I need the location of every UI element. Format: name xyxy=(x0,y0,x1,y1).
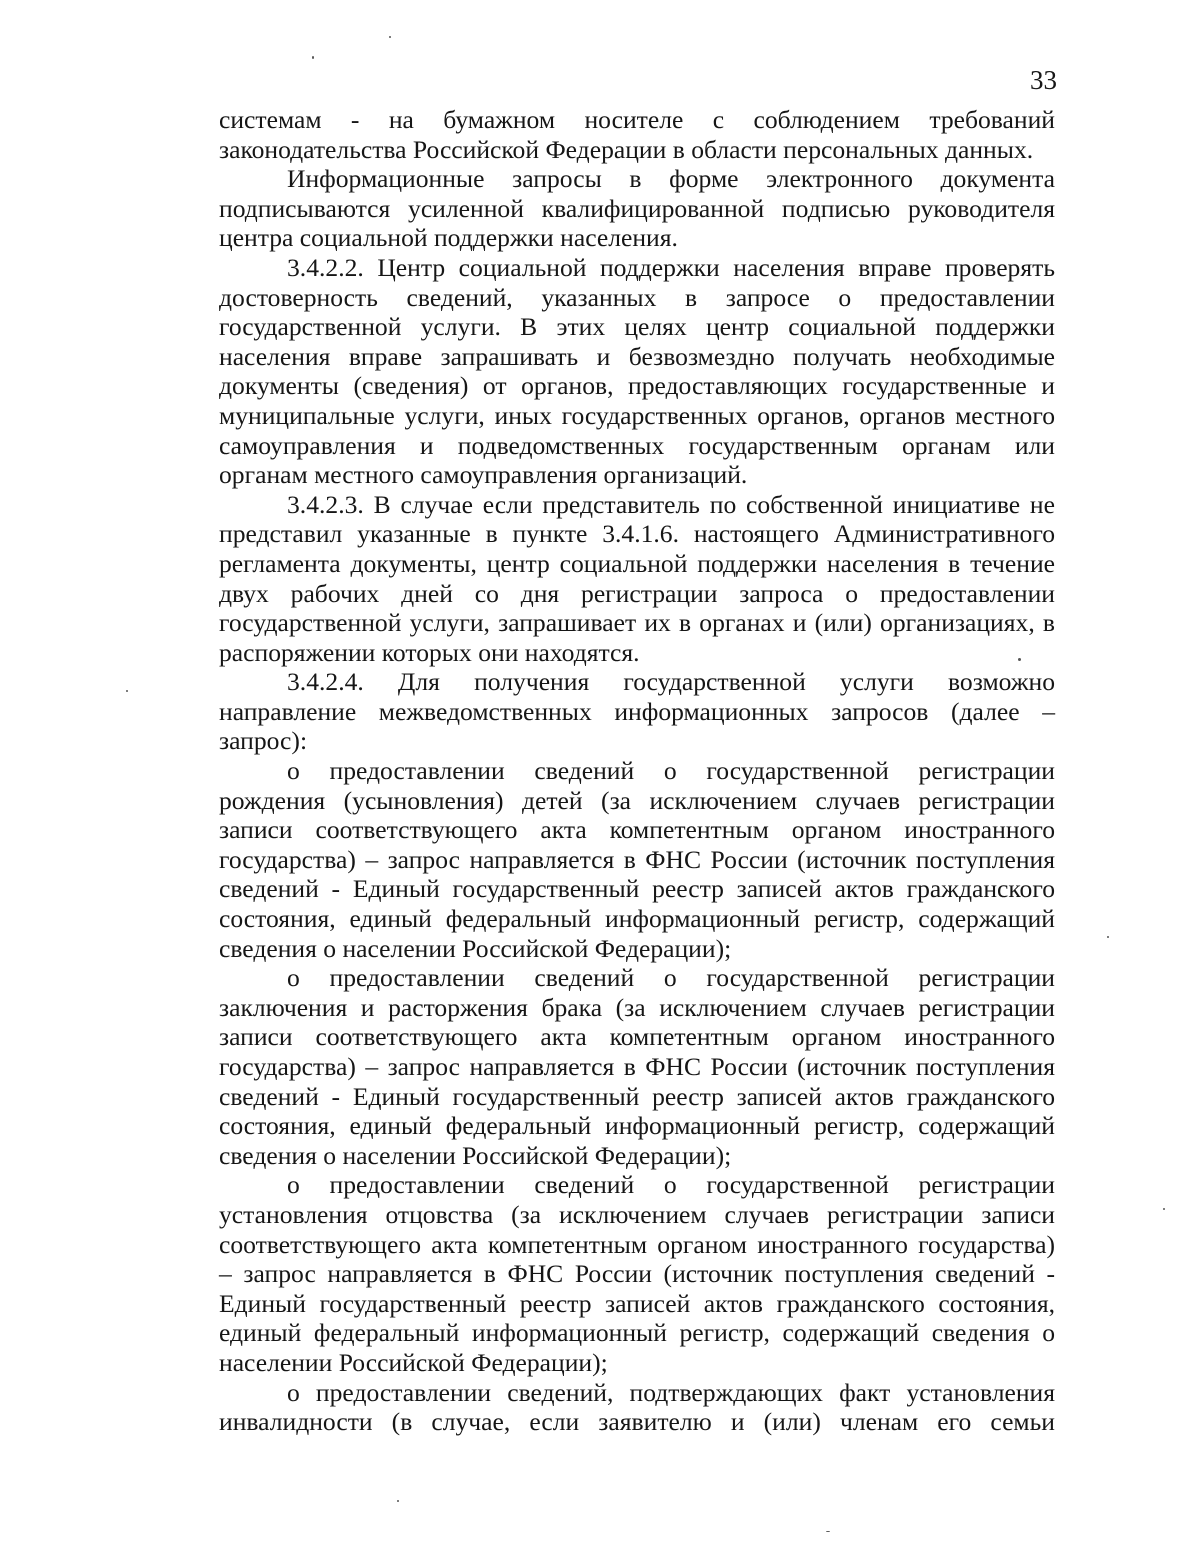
text-line: регламента документы, центр социальной поддержки населения в течение xyxy=(219,548,1055,578)
text-line: – запрос направляется в ФНС России (источник поступления сведений - xyxy=(219,1259,1055,1289)
scan-speck xyxy=(126,690,128,692)
text-line: о предоставлении сведений о государственной регистрации xyxy=(287,963,1055,993)
text-line: Информационные запросы в форме электронного документа xyxy=(287,164,1055,194)
text-line: запрос): xyxy=(219,726,308,756)
text-line: муниципальные услуги, иных государственных органов, органов местного xyxy=(219,400,1055,430)
text-line: записи соответствующего акта компетентным органом иностранного xyxy=(219,1022,1055,1052)
text-line: системам - на бумажном носителе с соблюдением требований xyxy=(219,105,1055,134)
scan-speck xyxy=(1107,936,1109,938)
text-line: рождения (усыновления) детей (за исключением случаев регистрации xyxy=(219,785,1055,815)
text-line: инвалидности (в случае, если заявителю и (или) членам его семьи xyxy=(219,1407,1055,1437)
text-line: о предоставлении сведений о государственной регистрации xyxy=(287,1170,1055,1200)
text-line: о предоставлении сведений о государственной регистрации xyxy=(287,756,1055,786)
text-line: подписываются усиленной квалифицированной подписью руководителя xyxy=(219,193,1055,223)
text-line: органам местного самоуправления организаций. xyxy=(219,460,748,490)
text-line: государственной услуги. В этих целях центр социальной поддержки xyxy=(219,312,1055,342)
text-line: заключения и расторжения брака (за исключением случаев регистрации xyxy=(219,992,1055,1022)
text-line: 3.4.2.2. Центр социальной поддержки населения вправе проверять xyxy=(287,252,1055,282)
scan-speck xyxy=(826,1531,830,1532)
text-line: двух рабочих дней со дня регистрации запроса о предоставлении xyxy=(219,578,1055,608)
scan-speck xyxy=(312,56,314,59)
text-line: сведений - Единый государственный реестр записей актов гражданского xyxy=(219,874,1055,904)
text-line: достоверность сведений, указанных в запросе о предоставлении xyxy=(219,282,1055,312)
text-line: центра социальной поддержки населения. xyxy=(219,223,678,253)
text-line: направление межведомственных информационных запросов (далее – xyxy=(219,696,1055,726)
scan-speck xyxy=(389,36,391,38)
text-line: государства) – запрос направляется в ФНС России (источник поступления xyxy=(219,844,1055,874)
text-line: соответствующего акта компетентным органом иностранного государства) xyxy=(219,1229,1055,1259)
text-line: государственной услуги, запрашивает их в органах и (или) организациях, в xyxy=(219,608,1055,638)
text-line: распоряжении которых они находятся. xyxy=(219,637,640,667)
text-line: 3.4.2.4. Для получения государственной услуги возможно xyxy=(287,667,1055,697)
text-line: состояния, единый федеральный информационный регистр, содержащий xyxy=(219,1111,1055,1141)
text-line: установления отцовства (за исключением случаев регистрации записи xyxy=(219,1199,1055,1229)
text-line: Единый государственный реестр записей актов гражданского состояния, xyxy=(219,1288,1055,1318)
text-line: государства) – запрос направляется в ФНС России (источник поступления xyxy=(219,1052,1055,1081)
text-line: сведений - Единый государственный реестр записей актов гражданского xyxy=(219,1081,1055,1111)
text-line: документы (сведения) от органов, предоставляющих государственные и xyxy=(219,371,1055,401)
text-line: состояния, единый федеральный информационный регистр, содержащий xyxy=(219,904,1055,934)
text-line: единый федеральный информационный регистр, содержащий сведения о xyxy=(219,1318,1055,1348)
text-line: сведения о населении Российской Федерации); xyxy=(219,1140,732,1170)
text-line: населения вправе запрашивать и безвозмездно получать необходимые xyxy=(219,341,1055,371)
text-line: законодательства Российской Федерации в области персональных данных. xyxy=(219,134,1034,164)
text-line: о предоставлении сведений, подтверждающих факт установления xyxy=(287,1377,1055,1407)
document-body xyxy=(219,105,1055,1437)
page-number: 33 xyxy=(1030,65,1057,95)
text-line: записи соответствующего акта компетентным органом иностранного xyxy=(219,815,1055,845)
scan-speck xyxy=(1018,658,1021,661)
text-line: представил указанные в пункте 3.4.1.6. настоящего Административного xyxy=(219,519,1055,549)
text-line: 3.4.2.3. В случае если представитель по собственной инициативе не xyxy=(287,489,1055,519)
text-line: населении Российской Федерации); xyxy=(219,1347,608,1377)
text-line: сведения о населении Российской Федерации); xyxy=(219,933,732,963)
text-line: самоуправления и подведомственных государственным органам или xyxy=(219,430,1055,460)
scan-speck xyxy=(397,1500,399,1502)
scan-speck xyxy=(1163,1208,1165,1210)
